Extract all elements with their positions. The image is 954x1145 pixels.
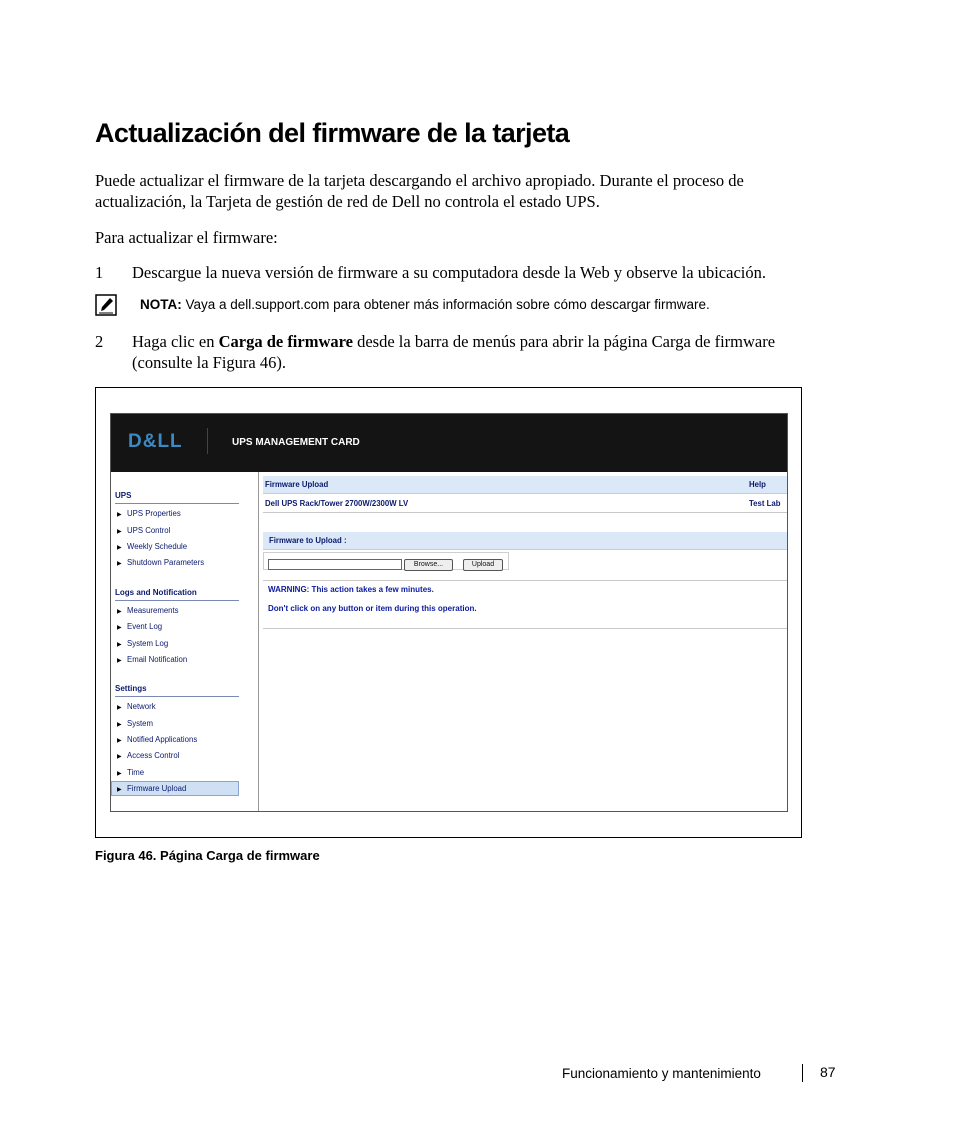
sidebar-item-ups-control[interactable]: ▶ UPS Control bbox=[117, 526, 171, 535]
sidebar-item-system[interactable]: ▶ System bbox=[117, 719, 153, 728]
dell-logo: D&LL bbox=[128, 431, 183, 452]
arrow-right-icon: ▶ bbox=[117, 787, 122, 793]
sidebar-item-shutdown-parameters[interactable]: ▶ Shutdown Parameters bbox=[117, 558, 205, 567]
arrow-right-icon: ▶ bbox=[117, 529, 122, 535]
arrow-right-icon: ▶ bbox=[117, 609, 122, 615]
header-divider bbox=[207, 428, 208, 454]
sidebar-item-notified-applications[interactable]: ▶ Notified Applications bbox=[117, 735, 198, 744]
arrow-right-icon: ▶ bbox=[117, 642, 122, 648]
device-name: Dell UPS Rack/Tower 2700W/2300W LV bbox=[265, 499, 409, 508]
sidebar-divider bbox=[115, 600, 239, 601]
sidebar-item-email-notification[interactable]: ▶ Email Notification bbox=[117, 655, 188, 664]
arrow-right-icon: ▶ bbox=[117, 722, 122, 728]
arrow-right-icon: ▶ bbox=[117, 545, 122, 551]
step-number: 1 bbox=[95, 263, 104, 282]
pencil-note-icon bbox=[95, 294, 117, 316]
sidebar-item-event-log[interactable]: ▶ Event Log bbox=[117, 622, 163, 631]
menu-reference: Carga de firmware bbox=[218, 332, 353, 351]
sidebar-section-settings: Settings bbox=[115, 684, 147, 693]
ui-page-title: Firmware Upload bbox=[265, 480, 329, 489]
warning-text: Don't click on any button or item during this operation. bbox=[268, 604, 477, 613]
help-link[interactable]: Help bbox=[749, 480, 766, 489]
figure-caption: Figura 46. Página Carga de firmware bbox=[95, 848, 320, 863]
intro-paragraph: Puede actualizar el firmware de la tarjeta descargando el archivo apropiado. Durante el proceso de actualización, la Tarjeta de gestión de red de Dell no controla el estado UPS. bbox=[95, 171, 744, 211]
upload-button[interactable]: Upload bbox=[463, 559, 503, 571]
header-title: UPS MANAGEMENT CARD bbox=[232, 437, 360, 448]
step-text: Haga clic en Carga de firmware desde la barra de menús para abrir la página Carga de firmware (consulte la Figura 46). bbox=[132, 332, 776, 372]
sidebar-item-ups-properties[interactable]: ▶ UPS Properties bbox=[117, 509, 181, 518]
ui-header bbox=[111, 414, 787, 472]
arrow-right-icon: ▶ bbox=[117, 512, 122, 518]
note-label: NOTA: bbox=[140, 297, 182, 312]
arrow-right-icon: ▶ bbox=[117, 561, 122, 567]
ups-management-screenshot bbox=[110, 413, 788, 812]
step-number: 2 bbox=[95, 332, 104, 351]
divider bbox=[263, 512, 787, 513]
sidebar-item-firmware-upload[interactable]: ▶ Firmware Upload bbox=[111, 781, 239, 796]
sidebar-section-ups: UPS bbox=[115, 491, 132, 500]
arrow-right-icon: ▶ bbox=[117, 771, 122, 777]
sidebar-divider bbox=[115, 696, 239, 697]
browse-button[interactable]: Browse... bbox=[404, 559, 453, 571]
section-label: Firmware to Upload : bbox=[269, 536, 347, 545]
page-title: Actualización del firmware de la tarjeta bbox=[95, 118, 570, 148]
file-path-input[interactable] bbox=[268, 559, 402, 570]
note-text bbox=[140, 297, 710, 312]
warning-text: WARNING: This action takes a few minutes. bbox=[268, 585, 434, 594]
lead-paragraph: Para actualizar el firmware: bbox=[95, 228, 278, 247]
arrow-right-icon: ▶ bbox=[117, 738, 122, 744]
arrow-right-icon: ▶ bbox=[117, 625, 122, 631]
arrow-right-icon: ▶ bbox=[117, 658, 122, 664]
device-location: Test Lab bbox=[749, 499, 781, 508]
step-text: Descargue la nueva versión de firmware a su computadora desde la Web y observe la ubicación. bbox=[132, 263, 766, 282]
sidebar bbox=[111, 472, 259, 811]
sidebar-item-measurements[interactable]: ▶ Measurements bbox=[117, 606, 179, 615]
page-number: 87 bbox=[820, 1064, 836, 1080]
main-content bbox=[259, 472, 787, 811]
sidebar-item-network[interactable]: ▶ Network bbox=[117, 702, 156, 711]
footer-section: Funcionamiento y mantenimiento bbox=[562, 1066, 761, 1081]
sidebar-section-logs: Logs and Notification bbox=[115, 588, 197, 597]
note-body: Vaya a dell.support.com para obtener más información sobre cómo descargar firmware. bbox=[181, 297, 710, 312]
arrow-right-icon: ▶ bbox=[117, 754, 122, 760]
sidebar-item-system-log[interactable]: ▶ System Log bbox=[117, 639, 169, 648]
sidebar-item-weekly-schedule[interactable]: ▶ Weekly Schedule bbox=[117, 542, 188, 551]
divider bbox=[263, 580, 787, 581]
page-title-bar bbox=[263, 476, 787, 494]
sidebar-item-access-control[interactable]: ▶ Access Control bbox=[117, 751, 180, 760]
divider bbox=[263, 628, 787, 629]
sidebar-divider bbox=[115, 503, 239, 504]
sidebar-item-time[interactable]: ▶ Time bbox=[117, 768, 145, 777]
arrow-right-icon: ▶ bbox=[117, 705, 122, 711]
footer-divider bbox=[802, 1064, 803, 1082]
